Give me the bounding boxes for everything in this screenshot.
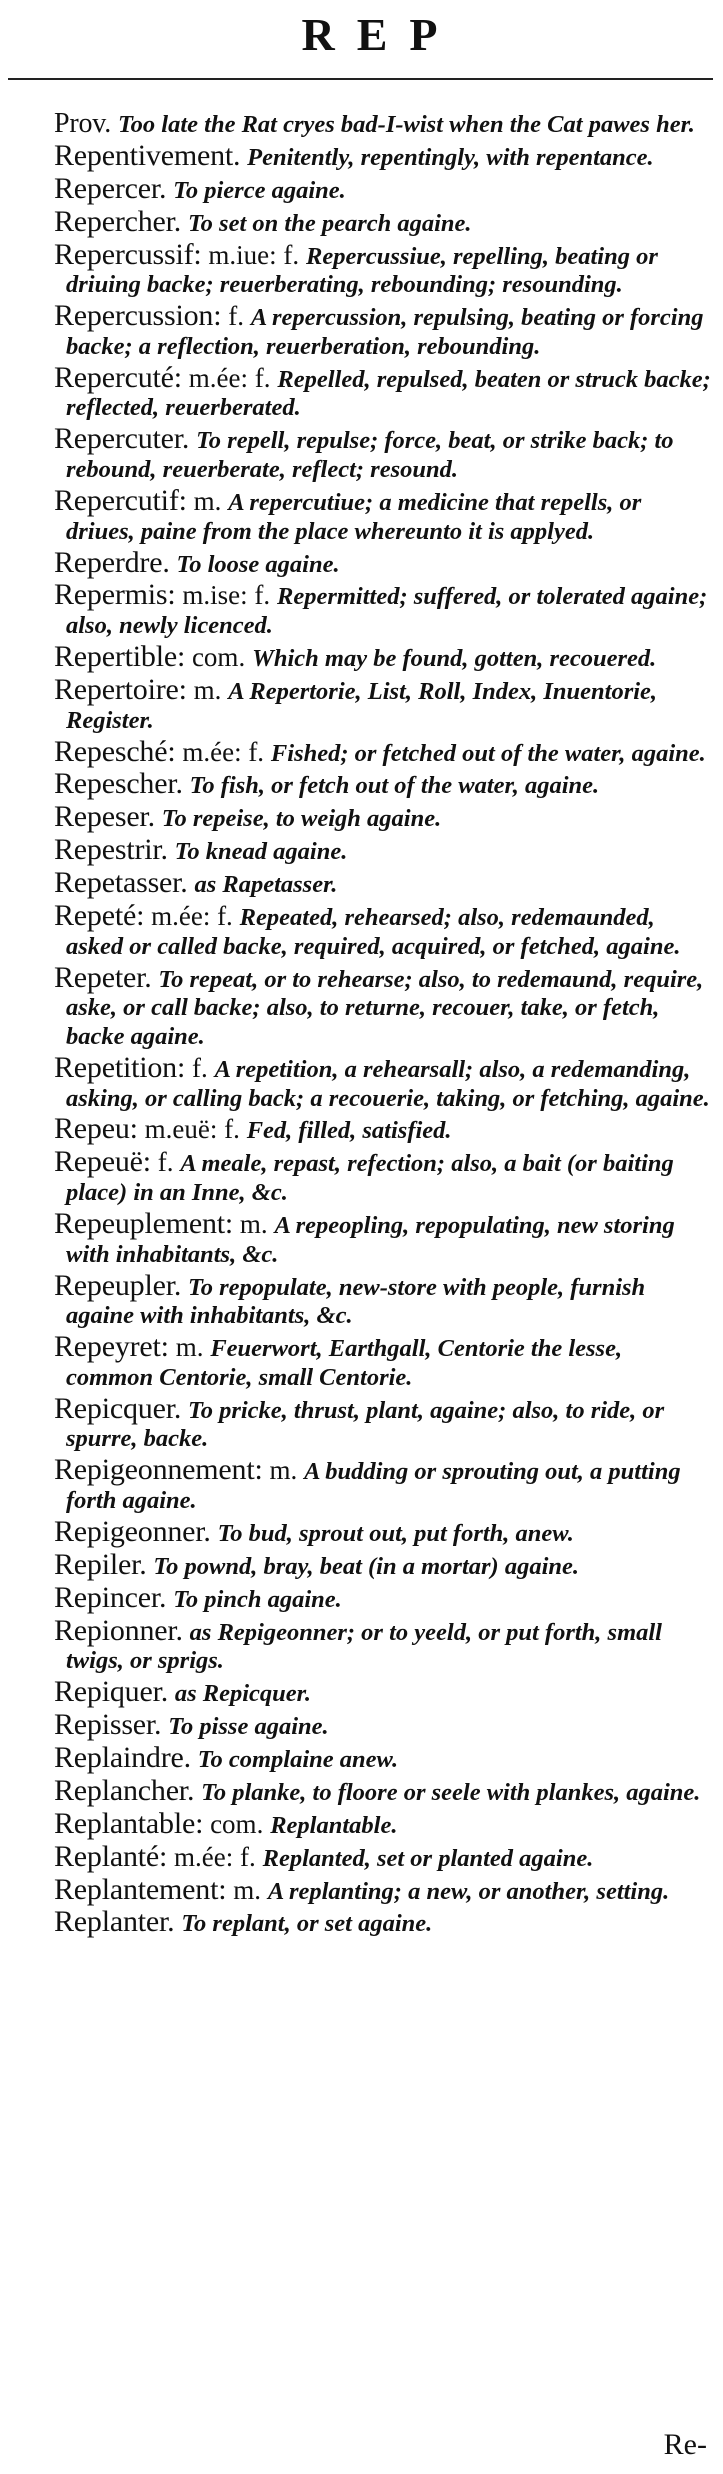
- entry-grammar: m.: [269, 1455, 298, 1486]
- entry-definition: A repeopling, repopulating, new storing with inhabitants, &c.: [66, 1211, 675, 1268]
- entry-headword: Repercuter.: [54, 422, 190, 456]
- entry-definition: Repermitted; suffered, or tolerated againe; also, newly licenced.: [66, 583, 708, 640]
- dictionary-entry: [22, 422, 713, 484]
- dictionary-entry: [22, 1330, 713, 1391]
- dictionary-entry: [22, 1514, 713, 1548]
- entry-headword: Replanté:: [54, 1839, 168, 1873]
- dictionary-entry: [22, 1206, 713, 1268]
- entry-headword: Repercutif:: [54, 483, 187, 517]
- entry-grammar: m.: [193, 674, 222, 705]
- dictionary-entry: [22, 1773, 713, 1807]
- dictionary-entry: [22, 767, 713, 801]
- entry-definition: Repercussiue, repelling, beating or driuing backe; reuerberating, rebounding; resounding.: [66, 242, 658, 299]
- entry-headword: Prov.: [54, 108, 112, 139]
- dictionary-entry: [22, 545, 713, 579]
- header-rule: [8, 78, 713, 80]
- entry-definition: Fed, filled, satisfied.: [246, 1117, 452, 1145]
- entry-grammar: m.: [233, 1874, 261, 1905]
- entry-definition: Feuerwort, Earthgall, Centorie the lesse, common Centorie, small Centorie.: [66, 1335, 623, 1391]
- entry-definition: To pierce againe.: [173, 176, 346, 204]
- entry-headword: Repincer.: [54, 1580, 167, 1614]
- entry-definition: To set on the pearch againe.: [187, 209, 472, 237]
- entry-headword: Repentivement.: [54, 138, 241, 172]
- dictionary-entry: [22, 171, 713, 205]
- entry-headword: Repigeonner.: [54, 1514, 211, 1548]
- entry-definition: To pricke, thrust, plant, againe; also, to ride, or spurre, backe.: [66, 1396, 665, 1453]
- entry-grammar: m.ée: f.: [188, 362, 271, 393]
- entry-headword: Repesché:: [54, 734, 176, 768]
- dictionary-entry: [22, 1872, 713, 1906]
- entry-definition: A repercussion, repulsing, beating or forcing backe; a reflection, reuerberation, rebounding.: [66, 304, 704, 360]
- entry-grammar: com.: [191, 642, 246, 673]
- entry-grammar: m.: [175, 1332, 204, 1363]
- running-head: REP: [301, 9, 460, 60]
- entry-grammar: m.ise: f.: [182, 580, 271, 611]
- entry-headword: Replancher.: [54, 1773, 195, 1807]
- entry-grammar: m.iue: f.: [208, 239, 300, 270]
- entry-headword: Repercer.: [54, 171, 167, 205]
- entry-headword: Repeuplement:: [54, 1206, 234, 1240]
- entry-definition: as Repigeonner; or to yeeld, or put forth, small twigs, or sprigs.: [66, 1618, 662, 1675]
- entry-definition: To loose againe.: [176, 550, 340, 578]
- entry-definition: To repeise, to weigh againe.: [161, 805, 442, 833]
- entry-headword: Repercussif:: [54, 237, 202, 271]
- entry-definition: as Repicquer.: [174, 1680, 311, 1708]
- entry-definition: Too late the Rat cryes bad-I-wist when the Cat pawes her.: [117, 111, 695, 138]
- entry-headword: Repigeonnement:: [54, 1453, 263, 1487]
- entry-headword: Repionner.: [54, 1613, 183, 1647]
- dictionary-entry: [22, 898, 713, 960]
- entry-definition: To planke, to floore or seele with plankes, againe.: [201, 1778, 701, 1806]
- entry-grammar: f.: [228, 301, 244, 332]
- dictionary-entry: [22, 1145, 713, 1207]
- entry-grammar: m.ée: f.: [151, 900, 233, 931]
- dictionary-entry: [22, 1391, 713, 1453]
- entry-headword: Repeupler.: [54, 1268, 182, 1302]
- entry-definition: Penitently, repentingly, with repentance.: [247, 143, 654, 171]
- entry-headword: Repestrir.: [54, 833, 168, 867]
- entry-headword: Repetasser.: [54, 866, 188, 900]
- entry-headword: Repercussion:: [54, 299, 222, 333]
- entry-definition: Repeated, rehearsed; also, redemaunded, asked or called backe, required, acquired, or fetched, againe.: [66, 903, 681, 960]
- entry-headword: Repercher.: [54, 204, 182, 238]
- entry-grammar: m.: [239, 1208, 268, 1239]
- entry-headword: Repiler.: [54, 1547, 147, 1581]
- entry-grammar: com.: [210, 1808, 264, 1839]
- dictionary-entry: [22, 237, 713, 299]
- entry-grammar: m.ée: f.: [174, 1841, 256, 1872]
- entry-headword: Repertible:: [54, 640, 186, 674]
- catch-word: Re-: [663, 2428, 707, 2461]
- entry-definition: Repelled, repulsed, beaten or struck backe; reflected, reuerberated.: [66, 365, 711, 422]
- entry-definition: Replantable.: [270, 1811, 398, 1839]
- entry-headword: Repeuë:: [54, 1145, 151, 1179]
- dictionary-entry: [22, 1580, 713, 1614]
- entry-definition: as Rapetasser.: [194, 871, 338, 899]
- entry-definition: Which may be found, gotten, recouered.: [252, 645, 657, 673]
- dictionary-entry: [22, 1547, 713, 1581]
- entry-headword: Repeyret:: [54, 1330, 169, 1364]
- entry-headword: Repermis:: [54, 578, 176, 612]
- dictionary-entry: [22, 1806, 713, 1840]
- entry-grammar: f.: [157, 1147, 174, 1178]
- dictionary-entry: [22, 360, 713, 422]
- entry-headword: Replaindre.: [54, 1740, 191, 1774]
- dictionary-entry: [22, 1675, 713, 1709]
- entry-definition: To pisse againe.: [168, 1713, 329, 1741]
- dictionary-entry: [22, 1708, 713, 1742]
- entry-headword: Repertoire:: [54, 672, 187, 706]
- dictionary-entry: [22, 1740, 713, 1774]
- dictionary-entry: [22, 1050, 713, 1112]
- dictionary-entry: [22, 110, 713, 139]
- entry-definition: A Repertorie, List, Roll, Index, Inuentorie, Register.: [66, 677, 658, 734]
- dictionary-entry: [22, 640, 713, 674]
- dictionary-entry: [22, 866, 713, 900]
- entry-definition: To repopulate, new-store with people, furnish againe with inhabitants, &c.: [66, 1273, 646, 1330]
- dictionary-entry: [22, 299, 713, 360]
- entry-grammar: m.: [193, 485, 222, 516]
- entry-headword: Repeu:: [54, 1112, 138, 1146]
- dictionary-entry: [22, 1839, 713, 1873]
- entry-headword: Reperdre.: [54, 545, 170, 579]
- page-header: [8, 0, 713, 70]
- dictionary-entry: [22, 734, 713, 768]
- dictionary-entry: [22, 1112, 713, 1146]
- dictionary-entry: [22, 138, 713, 172]
- entry-definition: A repetition, a rehearsall; also, a redemanding, asking, or calling back; a recouerie, taking, or fetching, againe.: [66, 1055, 710, 1112]
- entry-headword: Repisser.: [54, 1708, 162, 1742]
- entry-headword: Replantable:: [54, 1806, 204, 1840]
- dictionary-entry: [22, 578, 713, 640]
- entry-headword: Repercuté:: [54, 360, 182, 394]
- entry-headword: Replantement:: [54, 1872, 227, 1906]
- entry-headword: Repicquer.: [54, 1391, 182, 1425]
- entry-list: [8, 110, 713, 1938]
- entry-headword: Replanter.: [54, 1905, 175, 1939]
- entry-definition: Replanted, set or planted againe.: [262, 1844, 594, 1872]
- dictionary-entry: [22, 204, 713, 238]
- entry-grammar: f.: [191, 1052, 208, 1083]
- entry-definition: To complaine anew.: [197, 1745, 399, 1773]
- entry-definition: To fish, or fetch out of the water, againe.: [189, 772, 600, 800]
- entry-definition: To pinch againe.: [173, 1585, 342, 1613]
- dictionary-entry: [22, 833, 713, 867]
- entry-definition: To replant, or set againe.: [181, 1910, 433, 1938]
- entry-definition: To repeat, or to rehearse; also, to redemaund, require, aske, or call backe; also, to returne, recouer, take, or fetch, backe againe.: [66, 965, 704, 1050]
- entry-grammar: m.euë: f.: [144, 1114, 240, 1145]
- entry-definition: A meale, repast, refection; also, a bait (or baiting place) in an Inne, &c.: [66, 1150, 674, 1207]
- entry-definition: To bud, sprout out, put forth, anew.: [217, 1519, 574, 1547]
- entry-headword: Repeser.: [54, 800, 155, 834]
- dictionary-entry: [22, 1268, 713, 1330]
- dictionary-entry: [22, 483, 713, 545]
- entry-headword: Repetition:: [54, 1050, 186, 1084]
- entry-definition: To knead againe.: [174, 838, 348, 866]
- dictionary-entry: [22, 672, 713, 734]
- entry-definition: To pownd, bray, beat (in a mortar) againe.: [153, 1552, 580, 1580]
- dictionary-entry: [22, 1453, 713, 1514]
- entry-definition: Fished; or fetched out of the water, againe.: [270, 739, 706, 767]
- entry-definition: A replanting; a new, or another, setting.: [267, 1877, 670, 1905]
- entry-definition: A repercutiue; a medicine that repells, or driues, paine from the place whereunto it is applyed.: [66, 488, 642, 545]
- entry-headword: Repescher.: [54, 767, 183, 801]
- entry-headword: Repeté:: [54, 898, 145, 932]
- dictionary-entry: [22, 1613, 713, 1675]
- dictionary-entry: [22, 1905, 713, 1939]
- entry-headword: Repiquer.: [54, 1675, 169, 1709]
- entry-grammar: m.ée: f.: [182, 736, 265, 767]
- entry-definition: To repell, repulse; force, beat, or strike back; to rebound, reuerberate, reflect; resound.: [66, 427, 674, 484]
- dictionary-entry: [22, 800, 713, 834]
- entry-headword: Repeter.: [54, 960, 152, 994]
- dictionary-entry: [22, 960, 713, 1051]
- entry-definition: A budding or sprouting out, a putting forth againe.: [66, 1458, 681, 1514]
